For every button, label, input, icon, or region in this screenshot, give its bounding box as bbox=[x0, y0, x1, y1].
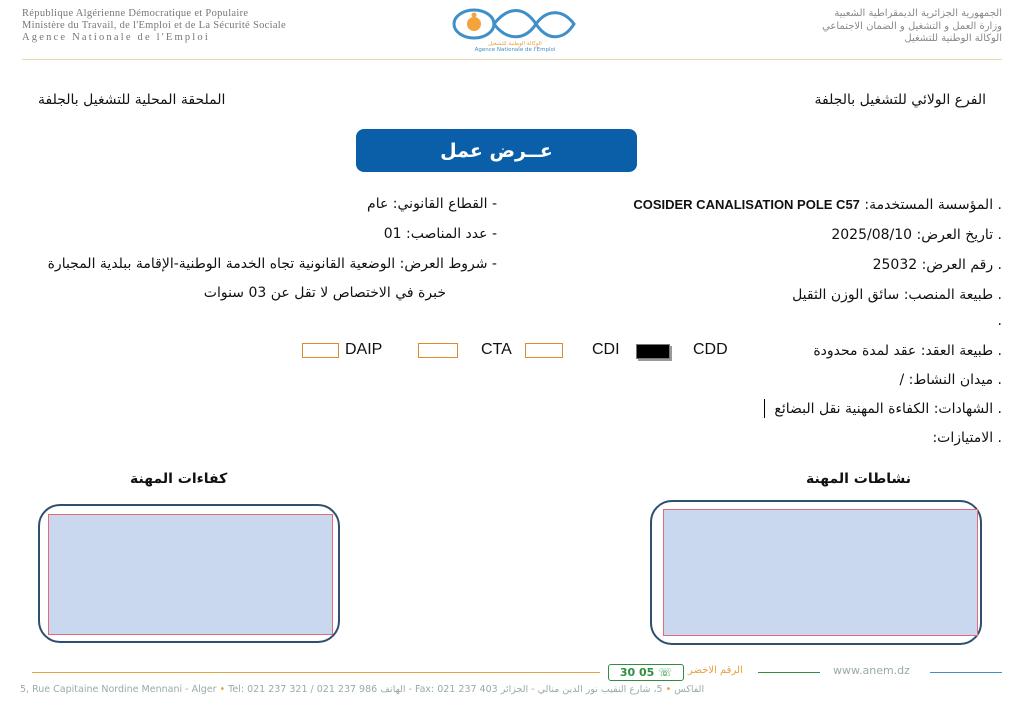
competencies-area[interactable] bbox=[48, 514, 333, 635]
contract-option-cta: CTA bbox=[481, 341, 512, 358]
checkbox-cdd[interactable] bbox=[636, 344, 670, 359]
logo-caption bbox=[440, 41, 590, 53]
certificates: . الشهادات: الكفاءة المهنية نقل البضائع bbox=[774, 401, 1002, 417]
activity-field: . ميدان النشاط: / bbox=[899, 372, 1002, 388]
employer-field bbox=[633, 197, 1002, 213]
tel-ar: الهاتف bbox=[380, 684, 406, 695]
empty-field-dot: . bbox=[997, 313, 1002, 329]
position-nature: . طبيعة المنصب: سائق الوزن الثقيل bbox=[792, 287, 1002, 303]
phone-icon: ☏ bbox=[658, 666, 673, 679]
header-ar-line-1: الجمهورية الجزائرية الديمقراطية الشعبية bbox=[834, 8, 1002, 19]
employer-label: . المؤسسة المستخدمة: bbox=[864, 197, 1002, 213]
logo-caption-fr: Agence Nationale de l'Emploi bbox=[474, 47, 556, 53]
checkbox-daip[interactable] bbox=[302, 343, 339, 358]
offer-number: . رقم العرض: 25032 bbox=[872, 257, 1002, 273]
footer-address: 5, Rue Capitaine Nordine Mennani - Alger • Tel: 021 237 321 / 021 237 986 الهاتف - Fax: 021 237 403 الفاكس • 5، شارع النقيب نور الدين منالي - الجزائر bbox=[20, 684, 705, 695]
header-fr-line-2: Ministère du Travail, de l'Emploi et de La Sécurité Sociale bbox=[22, 20, 286, 31]
header-divider bbox=[22, 59, 1002, 60]
header-fr-line-3: Agence Nationale de l'Emploi bbox=[22, 32, 210, 43]
activities-area[interactable] bbox=[663, 509, 978, 636]
legal-sector: - القطاع القانوني: عام bbox=[367, 196, 497, 212]
header-ar-line-2: وزارة العمل و التشغيل و الضمان الاجتماعي bbox=[822, 20, 1002, 32]
office-left: الملحقة المحلية للتشغيل بالجلفة bbox=[38, 92, 226, 108]
employer-value: COSIDER CANALISATION POLE C57 bbox=[633, 197, 860, 212]
page-title: عــرض عمل bbox=[356, 129, 637, 172]
green-number-label: الرقم الاخضر bbox=[688, 665, 743, 676]
contract-option-cdd: CDD bbox=[693, 341, 728, 358]
footer-line-left bbox=[32, 672, 600, 673]
header-ar-line-3: الوكالة الوطنية للتشغيل bbox=[904, 33, 1002, 44]
activities-heading: نشاطات المهنة bbox=[806, 471, 912, 487]
green-number-badge bbox=[608, 664, 684, 681]
footer-line-right bbox=[930, 672, 1002, 673]
offer-conditions: - شروط العرض: الوضعية القانونية تجاه الخدمة الوطنية-الإقامة ببلدية المجبارة bbox=[47, 256, 497, 272]
office-right: الفرع الولائي للتشغيل بالجلفة bbox=[814, 92, 986, 108]
header-french bbox=[22, 8, 286, 44]
green-number: 30 05 bbox=[619, 666, 655, 679]
positions-count: - عدد المناصب: 01 bbox=[383, 226, 497, 242]
header-arabic bbox=[822, 8, 1002, 46]
website[interactable]: www.anem.dz bbox=[833, 664, 910, 677]
offer-date: . تاريخ العرض: 2025/08/10 bbox=[831, 227, 1002, 243]
fax-ar: الفاكس bbox=[674, 684, 705, 695]
logo-caption-ar: الوكالة الوطنية للتشغيل bbox=[488, 41, 542, 47]
competencies-heading: كفاءات المهنة bbox=[130, 471, 228, 487]
footer-line-mid bbox=[758, 672, 820, 673]
tel-fr: Tel: 021 237 321 / 021 237 986 bbox=[228, 684, 378, 695]
experience-requirement: خبرة في الاختصاص لا تقل عن 03 سنوات bbox=[203, 285, 446, 301]
privileges: . الامتيازات: bbox=[932, 430, 1002, 446]
header-fr-line-1: République Algérienne Démocratique et Populaire bbox=[22, 8, 249, 19]
text-cursor bbox=[764, 399, 765, 418]
contract-nature: . طبيعة العقد: عقد لمدة محدودة bbox=[813, 343, 1002, 359]
contract-option-cdi: CDI bbox=[592, 341, 620, 358]
contract-option-daip: DAIP bbox=[345, 341, 383, 358]
address-ar: 5، شارع النقيب نور الدين منالي - الجزائر bbox=[500, 684, 663, 695]
checkbox-cdi[interactable] bbox=[525, 343, 563, 358]
checkbox-cta[interactable] bbox=[418, 343, 458, 358]
address-fr: 5, Rue Capitaine Nordine Mennani - Alger bbox=[20, 684, 217, 695]
fax-fr: Fax: 021 237 403 bbox=[415, 684, 498, 695]
